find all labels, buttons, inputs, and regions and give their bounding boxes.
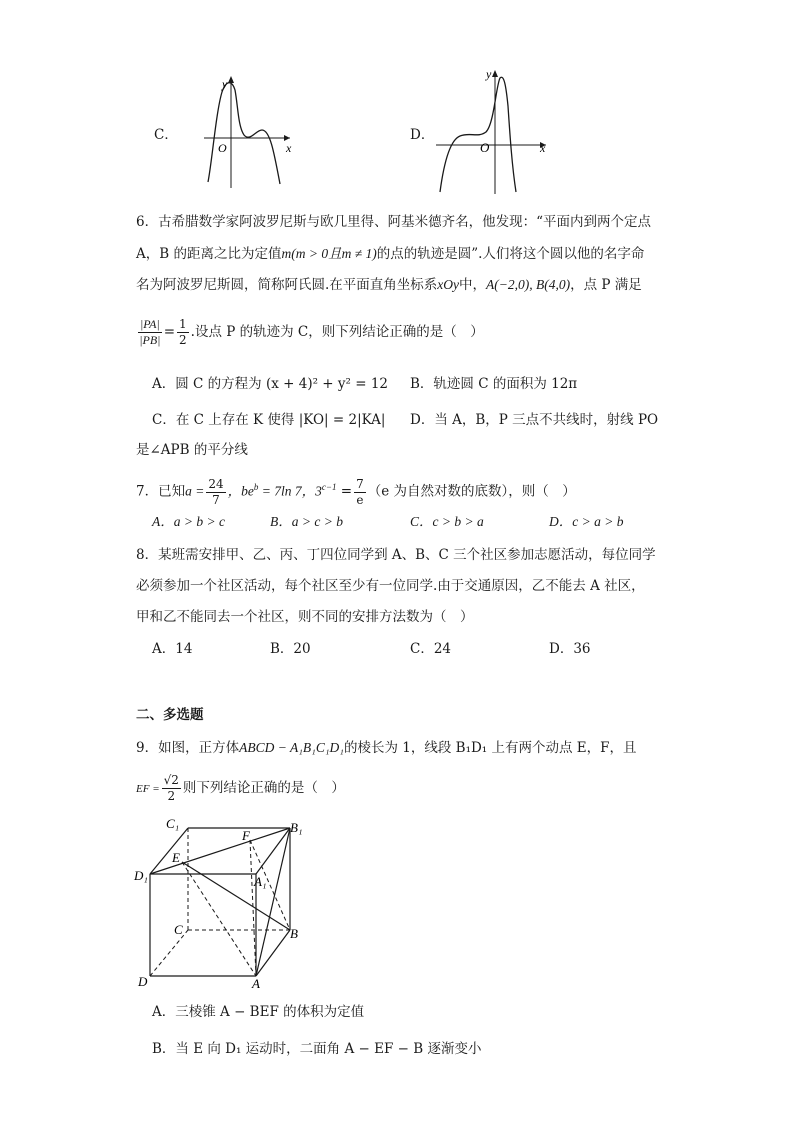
q7-option-b: B．a > c > b	[270, 514, 343, 529]
q7-b-exponent: b	[253, 482, 259, 492]
q6-line3-end: ，点 P 满足	[570, 277, 642, 293]
label-e: E	[172, 850, 180, 865]
label-d: D	[138, 974, 148, 989]
q7-suffix: （e 为自然对数的底数），则（ ）	[367, 483, 576, 500]
graph-d-y-label: y	[486, 67, 492, 81]
q6-line1: 6．古希腊数学家阿波罗尼斯与欧几里得、阿基米德齐名，他发现：“平面内到两个定点	[136, 214, 651, 230]
option-c-label: C．	[154, 127, 178, 143]
q7-stem	[136, 470, 576, 509]
q6-coord-system: xOy	[437, 277, 460, 292]
label-f: F	[242, 828, 250, 843]
q8-option-b: B．20	[270, 641, 311, 657]
q6-line3-mid: 中，	[459, 277, 487, 293]
q7-c-eq: =	[336, 483, 353, 500]
label-c: C	[174, 922, 183, 937]
q8-option-a: A．14	[152, 641, 193, 657]
q7-c-base: 3	[315, 483, 322, 499]
q6-line3-start: 名为阿波罗尼斯圆，简称阿氏圆.在平面直角坐标系	[136, 277, 438, 293]
q6-equals: =	[163, 324, 176, 340]
q8-line2: 必须参加一个社区活动，每个社区至少有一位同学.由于交通原因，乙不能去 A 社区，	[136, 578, 645, 594]
q8-line1: 8．某班需安排甲、乙、丙、丁四位同学到 A、B、C 三个社区参加志愿活动，每位同学	[136, 547, 656, 563]
q9-ef-eq: EF =	[136, 783, 160, 795]
q6-option-b: B．轨迹圆 C 的面积为 12π	[410, 376, 578, 392]
q9-line1-end: 的棱长为 1，线段 B₁D₁ 上有两个动点 E，F，且	[343, 740, 637, 756]
q6-line2	[136, 245, 644, 263]
graph-c-y-label: y	[222, 77, 228, 91]
q7-option-a: A．a > b > c	[152, 514, 225, 529]
q9-line2-text: 则下列结论正确的是（ ）	[182, 780, 345, 796]
label-c1: C₁	[166, 816, 180, 831]
q9-line2	[136, 770, 345, 807]
cube-solid-edges	[150, 828, 290, 976]
label-a1: A₁	[254, 874, 267, 889]
graph-d-y-arrow	[492, 70, 498, 77]
q9-prefix: 9．如图，正方体	[136, 740, 240, 756]
q6-points: A(−2,0), B(4,0)	[486, 277, 571, 292]
q8-line3: 甲和乙不能同去一个社区，则不同的安排方法数为（ ）	[136, 609, 474, 625]
q6-option-c: C．在 C 上存在 K 使得 |KO| = 2|KA|	[152, 412, 386, 428]
graph-d-x-label: x	[540, 141, 546, 155]
option-d-label: D．	[410, 127, 435, 143]
label-d1: D₁	[134, 868, 148, 883]
graph-c-origin: O	[218, 141, 227, 155]
section-title-multiple-choice: 二、多选题	[136, 707, 204, 723]
q6-half-fraction: $\frac{1}{2}$	[179, 317, 187, 347]
q7-a-eq: a =	[185, 483, 205, 499]
graph-d-curve	[440, 77, 516, 192]
q7-option-c: C．c > b > a	[410, 514, 484, 529]
q7-c-exponent: c−1	[321, 482, 337, 492]
cube-hidden-edges	[150, 828, 290, 976]
q6-line3	[136, 276, 642, 294]
q7-prefix: 7．已知	[136, 483, 186, 500]
q6-points-ab: A，B 的距离之比为定值	[136, 246, 282, 262]
graph-d-origin: O	[480, 140, 490, 155]
q6-option-d-line2: 是∠APB 的平分线	[136, 442, 248, 458]
q9-line1	[136, 739, 637, 757]
q7-a-fraction: $\frac{24}{7}$	[208, 476, 224, 507]
label-a: A	[252, 976, 260, 990]
q6-ratio-fraction: $\frac{|PA|}{|PB|}$	[139, 317, 161, 347]
q9-option-a: A．三棱锥 A − BEF 的体积为定值	[152, 1004, 365, 1020]
label-b1: B₁	[290, 820, 303, 835]
q9-ef-fraction: $\frac{√2}{2}$	[163, 773, 179, 803]
cube-figure	[130, 812, 310, 990]
graph-option-d	[432, 66, 552, 196]
q7-b-rest: = 7ln 7，	[258, 483, 316, 499]
q6-ratio-m: m(m > 0且m ≠ 1)	[281, 246, 377, 261]
q6-option-a: A．圆 C 的方程为 (x + 4)² + y² = 12	[152, 376, 388, 392]
q6-line2-end: 的点的轨迹是圆”.人们将这个圆以他的名字命	[376, 246, 645, 262]
q6-line4	[136, 315, 484, 349]
q8-option-c: C．24	[410, 641, 452, 657]
q7-c-fraction: $\frac{7}{e}$	[356, 476, 364, 507]
graph-c-curve	[208, 83, 280, 184]
graph-c-x-label: x	[286, 141, 292, 155]
graph-c-y-arrow	[228, 76, 234, 83]
graph-option-c	[200, 72, 296, 190]
label-b: B	[290, 926, 298, 941]
q6-line4-text: .设点 P 的轨迹为 C，则下列结论正确的是（ ）	[190, 324, 484, 340]
q6-option-d-line1: D．当 A，B，P 三点不共线时，射线 PO	[410, 412, 659, 428]
q8-option-d: D．36	[549, 641, 591, 657]
q7-b-part: ，be	[227, 483, 254, 499]
q9-cube-name: ABCD − A₁B₁C₁D₁	[239, 740, 344, 755]
q9-option-b: B．当 E 向 D₁ 运动时，二面角 A − EF − B 逐渐变小	[152, 1041, 482, 1057]
q7-option-d: D．c > a > b	[549, 514, 624, 529]
